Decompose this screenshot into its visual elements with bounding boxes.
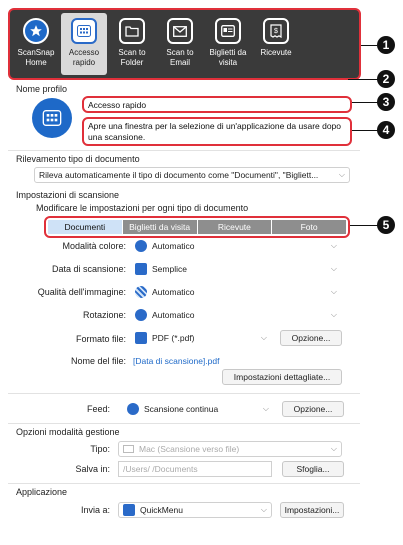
scan-side-label: Data di scansione: [51,264,126,274]
pdf-icon [135,332,147,344]
callout-marker: 2 [377,70,395,88]
toolbar-item-label: Scan to Email [166,48,194,67]
type-label: Tipo: [90,444,110,454]
feed-icon [127,403,139,415]
callout-line [350,225,378,226]
tab-documenti[interactable]: Documenti [48,220,122,234]
toolbar-item-label: ScanSnap Home [17,48,55,67]
tab-ricevute[interactable]: Ricevute [198,220,272,234]
color-mode-value: Automatico [152,241,195,251]
tab-biglietti-da-visita[interactable]: Biglietti da visita [123,220,197,234]
app-settings-button[interactable]: Impostazioni... [280,502,344,518]
feed-value: Scansione continua [144,404,219,414]
profile-grid-icon [32,98,72,138]
profile-description-field[interactable]: Apre una finestra per la selezione di un'applicazione da usare dopo una scansione. [82,117,352,146]
toolbar-item-label: Biglietti da visita [209,48,247,67]
folder-icon [119,18,145,44]
save-in-label: Salva in: [75,464,110,474]
send-to-select[interactable] [118,502,272,518]
callout-marker: 4 [377,121,395,139]
grid-icon [71,18,97,44]
file-format-select[interactable] [130,330,272,346]
image-quality-label: Qualità dell'immagine: [37,287,126,297]
chevron-down-icon: ⌵ [338,170,345,179]
scan-side-select[interactable] [130,261,342,277]
divider [8,150,360,151]
image-quality-select[interactable] [130,284,342,300]
image-quality-icon [135,286,147,298]
image-quality-value: Automatico [152,287,195,297]
scan-side-value: Semplice [152,264,187,274]
monitor-icon [123,445,134,453]
callout-line [361,45,377,46]
chevron-down-icon: ⌵ [330,310,337,319]
application-section-label: Applicazione [16,487,68,497]
divider [8,423,360,424]
toolbar-item-accesso-rapido[interactable] [61,13,107,75]
toolbar-item-scan-to-email[interactable] [157,13,203,75]
chevron-down-icon: ⌵ [260,505,267,514]
callout-marker: 3 [377,93,395,111]
rotation-icon [135,309,147,321]
rotation-select[interactable] [130,307,342,323]
file-format-option-button[interactable]: Opzione... [280,330,342,346]
document-type-tabs [44,216,350,238]
chevron-down-icon: ⌵ [330,287,337,296]
scan-side-icon [135,263,147,275]
callout-line [348,79,378,80]
doc-detection-label: Rilevamento tipo di documento [16,154,140,164]
rotation-label: Rotazione: [82,310,126,320]
browse-button[interactable]: Sfoglia... [282,461,344,477]
toolbar-item-scan-to-folder[interactable] [109,13,155,75]
divider [8,393,360,394]
doc-detection-value: Rileva automaticamente il tipo di documento come "Documenti", "Bigliett... [39,170,319,180]
profile-section-label: Nome profilo [16,84,68,94]
file-name-link[interactable]: [Data di scansione].pdf [133,356,220,366]
chevron-down-icon: ⌵ [260,333,267,342]
rotation-value: Automatico [152,310,195,320]
callout-marker: 1 [377,36,395,54]
star-icon [23,18,49,44]
card-icon [215,18,241,44]
receipt-icon [263,18,289,44]
callout-line [351,130,378,131]
file-format-label: Formato file: [75,334,126,344]
scan-settings-sublabel: Modificare le impostazioni per ogni tipo di documento [36,203,249,213]
color-mode-select[interactable] [130,238,342,254]
management-section-label: Opzioni modalità gestione [16,427,120,437]
callout-marker: 5 [377,216,395,234]
send-to-value: QuickMenu [140,505,183,515]
quickmenu-icon [123,504,135,516]
color-mode-label: Modalità colore: [62,241,126,251]
tab-foto[interactable]: Foto [272,220,346,234]
send-to-label: Invia a: [80,505,110,515]
file-name-label: Nome del file: [70,356,126,366]
toolbar-item-label: Accesso rapido [68,48,100,67]
feed-select[interactable] [122,401,274,417]
feed-label: Feed: [86,404,110,414]
profile-toolbar [8,8,361,80]
file-format-value: PDF (*.pdf) [152,333,195,343]
svg-text:$: $ [274,28,278,35]
type-value: Mac (Scansione verso file) [139,444,240,454]
color-mode-icon [135,240,147,252]
toolbar-item-ricevute[interactable] [253,13,299,75]
toolbar-item-scansnap-home[interactable] [13,13,59,75]
feed-option-button[interactable]: Opzione... [282,401,344,417]
profile-name-field[interactable]: Accesso rapido [82,96,352,113]
detailed-settings-button[interactable]: Impostazioni dettagliate... [222,369,342,385]
callout-line [351,102,378,103]
toolbar-item-label: Scan to Folder [118,48,146,67]
chevron-down-icon: ⌵ [330,241,337,250]
toolbar-item-label: Ricevute [260,48,292,57]
chevron-down-icon: ⌵ [262,404,269,413]
envelope-icon [167,18,193,44]
scan-settings-label: Impostazioni di scansione [16,190,120,200]
chevron-down-icon: ⌵ [330,264,337,273]
doc-detection-select[interactable] [34,167,350,183]
toolbar-item-biglietti-da-visita[interactable] [205,13,251,75]
save-in-field[interactable]: /Users/ /Documents [118,461,272,477]
divider [8,483,360,484]
type-select[interactable] [118,441,342,457]
chevron-down-icon: ⌵ [330,444,337,453]
